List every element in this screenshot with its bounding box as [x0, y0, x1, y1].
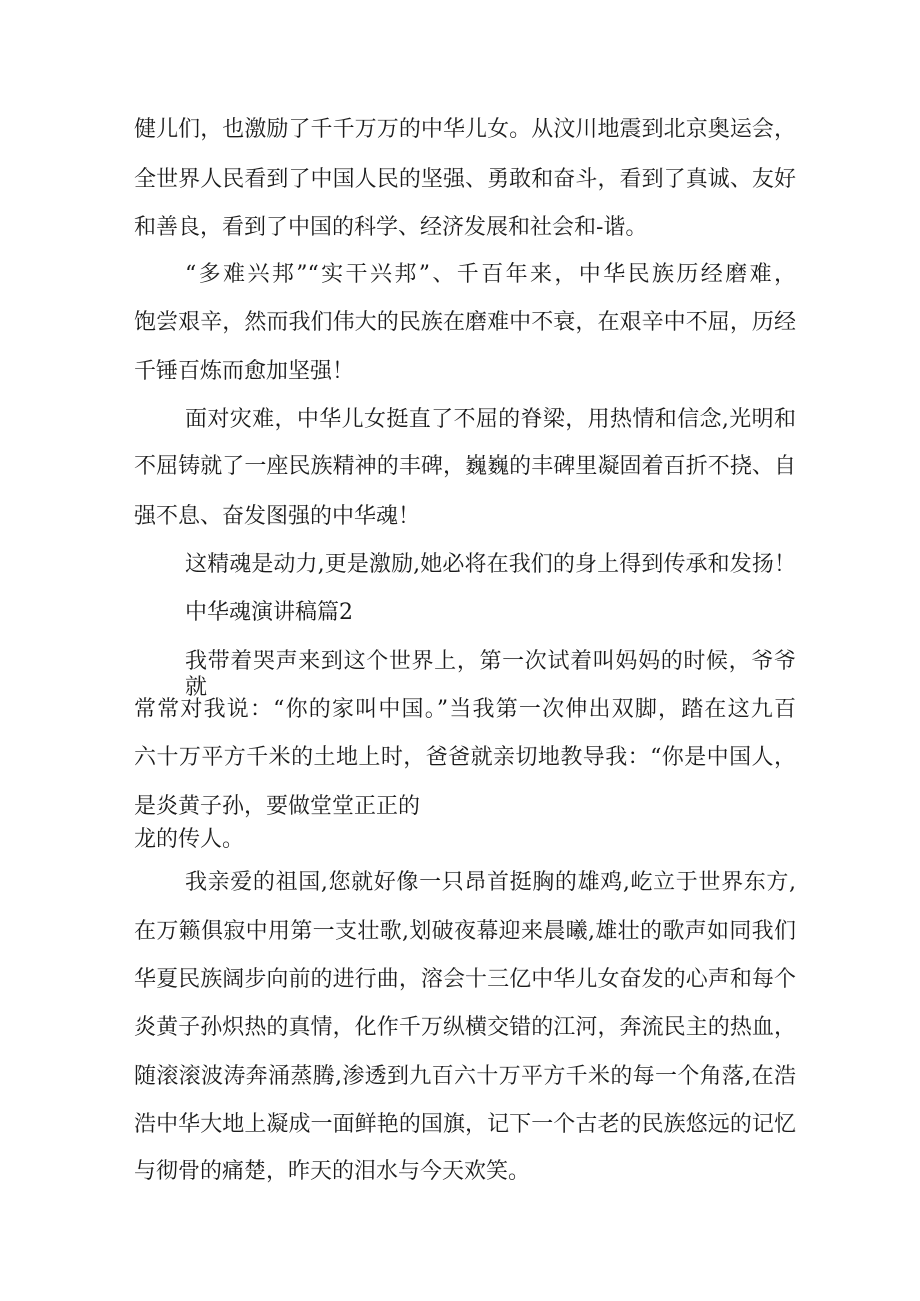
- paragraph-line: 全世界人民看到了中国人民的坚强、勇敢和奋斗，看到了真诚、友好: [134, 167, 796, 192]
- paragraph-line: 炎黄子孙炽热的真情，化作千万纵横交错的江河，奔流民主的热血，: [134, 1015, 796, 1040]
- paragraph-line: 和善良，看到了中国的科学、经济发展和社会和-谐。: [134, 215, 648, 240]
- paragraph-line: 浩中华大地上凝成一面鲜艳的国旗，记下一个古老的民族悠远的记忆: [134, 1112, 796, 1137]
- section-heading: 中华魂演讲稿篇2: [185, 600, 353, 625]
- paragraph-line: 与彻骨的痛楚，昨天的泪水与今天欢笑。: [134, 1159, 531, 1184]
- paragraph-line: 不屈铸就了一座民族精神的丰碑，巍巍的丰碑里凝固着百折不挠、自: [134, 454, 796, 479]
- paragraph-line: 千锤百炼而愈加坚强！: [134, 359, 355, 384]
- paragraph-line: 华夏民族阔步向前的进行曲，溶会十三亿中华儿女奋发的心声和每个: [134, 967, 796, 992]
- paragraph-line: 六十万平方千米的土地上时，爸爸就亲切地教导我：“你是中国人，: [134, 745, 796, 770]
- paragraph-line: 健儿们，也激励了千千万万的中华儿女。从汶川地震到北京奥运会，: [134, 117, 796, 142]
- paragraph-line: 随滚滚波涛奔涌蒸腾,渗透到九百六十万平方千米的每一个角落,在浩: [134, 1064, 796, 1089]
- paragraph-line: 是炎黄子孙，要做堂堂正正的: [134, 794, 421, 819]
- paragraph-line: 强不息、奋发图强的中华魂！: [134, 504, 421, 529]
- paragraph-line: 这精魂是动力,更是激励,她必将在我们的身上得到传承和发扬！: [185, 552, 796, 577]
- paragraph-line: 常常对我说：“你的家叫中国。”当我第一次伸出双脚，踏在这九百: [134, 697, 796, 722]
- paragraph-line: 我带着哭声来到这个世界上，第一次试着叫妈妈的时候，爷爷就: [185, 649, 796, 700]
- paragraph-line: 龙的传人。: [134, 827, 245, 852]
- paragraph-line: 饱尝艰辛，然而我们伟大的民族在磨难中不衰，在艰辛中不屈，历经: [134, 310, 796, 335]
- paragraph-line: “多难兴邦”“实干兴邦”、千百年来，中华民族历经磨难，: [185, 262, 796, 287]
- paragraph-line: 在万籁俱寂中用第一支壮歌,划破夜幕迎来晨曦,雄壮的歌声如同我们: [134, 919, 796, 944]
- paragraph-line: 我亲爱的祖国,您就好像一只昂首挺胸的雄鸡,屹立于世界东方,: [185, 870, 796, 895]
- paragraph-line: 面对灾难，中华儿女挺直了不屈的脊梁，用热情和信念,光明和: [185, 407, 796, 432]
